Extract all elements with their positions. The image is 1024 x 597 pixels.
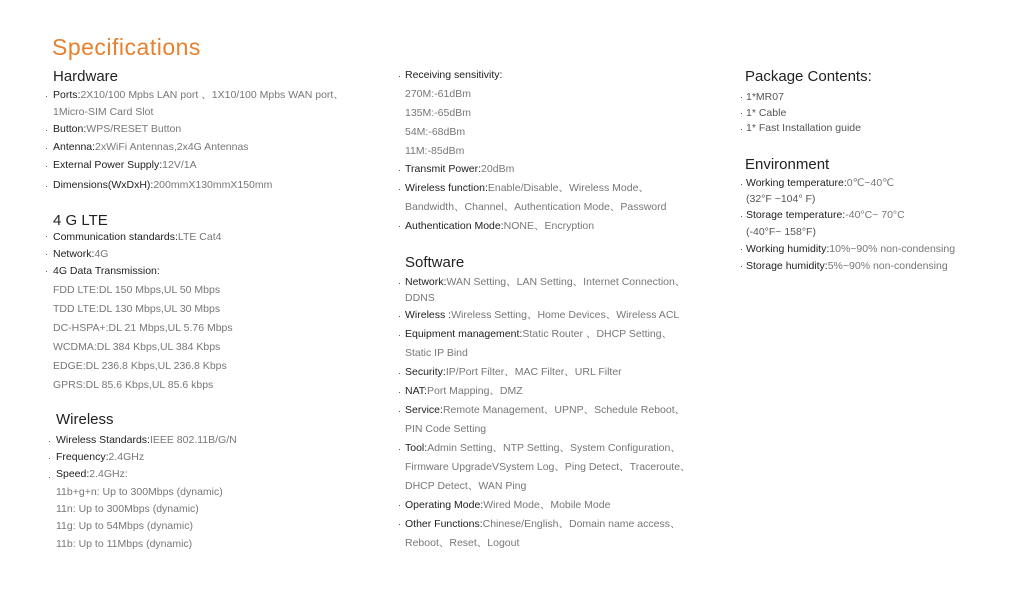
spec-speed: Speed:2.4GHz: xyxy=(56,468,128,480)
bullet-icon: · xyxy=(398,444,401,454)
package-item: 1* Fast Installation guide xyxy=(746,122,861,134)
spec-storage-temperature-cont: (-40°F~ 158°F) xyxy=(746,226,816,238)
environment-heading: Environment xyxy=(745,156,830,173)
bullet-icon: · xyxy=(398,184,401,194)
spec-wireless-function: Wireless function:Enable/Disable、Wireless Mode、 xyxy=(405,182,649,194)
bullet-icon: · xyxy=(740,179,743,189)
bullet-icon: · xyxy=(740,261,743,271)
spec-nat: NAT:Port Mapping、DMZ xyxy=(405,385,523,397)
bullet-icon: · xyxy=(45,125,48,135)
sensitivity-line: 135M:-65dBm xyxy=(405,107,471,119)
bullet-icon: · xyxy=(398,519,401,529)
spec-sw-network: Network:WAN Setting、LAN Setting、Internet Connection、 xyxy=(405,276,686,288)
bullet-icon: · xyxy=(45,231,48,241)
spec-working-humidity: Working humidity:10%~90% non-condensing xyxy=(746,243,956,255)
bullet-icon: · xyxy=(740,124,743,134)
speed-line: 11g: Up to 54Mbps (dynamic) xyxy=(56,520,193,532)
spec-service: Service:Remote Management、UPNP、Schedule Reboot、 xyxy=(405,404,686,416)
spec-frequency: Frequency:2.4GHz xyxy=(56,451,145,463)
bullet-icon: · xyxy=(48,436,51,446)
package-item: 1* Cable xyxy=(746,107,787,119)
lte-line: EDGE:DL 236.8 Kbps,UL 236.8 Kbps xyxy=(53,360,227,372)
lte-line: FDD LTE:DL 150 Mbps,UL 50 Mbps xyxy=(53,284,221,296)
bullet-icon: · xyxy=(398,387,401,397)
bullet-icon: · xyxy=(398,368,401,378)
spec-operating-mode: Operating Mode:Wired Mode、Mobile Mode xyxy=(405,499,611,511)
hardware-heading: Hardware xyxy=(53,68,119,85)
bullet-icon: · xyxy=(45,181,48,191)
spec-sw-wireless: Wireless :Wireless Setting、Home Devices、Wireless ACL xyxy=(405,309,680,321)
sensitivity-line: 270M:-61dBm xyxy=(405,88,471,100)
spec-service-cont: PIN Code Setting xyxy=(405,423,487,435)
spec-ports-cont: 1Micro-SIM Card Slot xyxy=(53,106,154,118)
speed-line: 11b+g+n: Up to 300Mbps (dynamic) xyxy=(56,486,223,498)
bullet-icon: · xyxy=(45,161,48,171)
spec-antenna: Antenna:2xWiFi Antennas,2x4G Antennas xyxy=(53,141,249,153)
bullet-icon: · xyxy=(740,92,743,102)
lte-line: GPRS:DL 85.6 Kbps,UL 85.6 kbps xyxy=(53,379,214,391)
speed-line: 11b: Up to 11Mbps (dynamic) xyxy=(56,538,193,550)
lte-line: DC-HSPA+:DL 21 Mbps,UL 5.76 Mbps xyxy=(53,322,233,334)
bullet-icon: · xyxy=(398,311,401,321)
bullet-icon: · xyxy=(398,330,401,340)
bullet-icon: · xyxy=(398,278,401,288)
bullet-icon: · xyxy=(45,91,48,101)
page-title: Specifications xyxy=(52,34,201,60)
spec-storage-temperature: Storage temperature:-40°C~ 70°C xyxy=(746,209,905,221)
spec-tool-cont: DHCP Detect、WAN Ping xyxy=(405,480,527,492)
spec-other-functions: Other Functions:Chinese/English、Domain name access、 xyxy=(405,518,681,530)
spec-network: Network:4G xyxy=(53,248,109,260)
speed-line: 11n: Up to 300Mbps (dynamic) xyxy=(56,503,199,515)
bullet-icon: · xyxy=(45,266,48,276)
bullet-icon: · xyxy=(48,453,51,463)
bullet-icon: · xyxy=(740,244,743,254)
lte-line: TDD LTE:DL 130 Mbps,UL 30 Mbps xyxy=(53,303,221,315)
spec-wireless-standards: Wireless Standards:IEEE 802.11B/G/N xyxy=(56,434,237,446)
spec-sw-network-cont: DDNS xyxy=(405,292,435,304)
wireless-heading: Wireless xyxy=(56,411,114,428)
sensitivity-line: 11M:-85dBm xyxy=(405,145,465,157)
bullet-icon: · xyxy=(740,211,743,221)
spec-equipment-cont: Static IP Bind xyxy=(405,347,468,359)
spec-button: Button:WPS/RESET Button xyxy=(53,123,182,135)
bullet-icon: · xyxy=(398,71,401,81)
bullet-icon: · xyxy=(398,165,401,175)
package-item: 1*MR07 xyxy=(746,91,784,103)
bullet-icon: · xyxy=(398,406,401,416)
bullet-icon: · xyxy=(45,143,48,153)
spec-working-temperature-cont: (32°F ~104° F) xyxy=(746,193,816,205)
spec-working-temperature: Working temperature:0℃~40℃ xyxy=(746,177,895,189)
spec-ports: Ports:2X10/100 Mpbs LAN port 、1X10/100 Mpbs WAN port、 xyxy=(53,89,344,101)
spec-sensitivity: Receiving sensitivity: xyxy=(405,69,503,81)
bullet-icon: · xyxy=(398,221,401,231)
software-heading: Software xyxy=(405,254,465,271)
lte-line: WCDMA:DL 384 Kbps,UL 384 Kbps xyxy=(53,341,221,353)
package-heading: Package Contents: xyxy=(745,68,872,85)
sensitivity-line: 54M:-68dBm xyxy=(405,126,466,138)
spec-equipment: Equipment management:Static Router 、DHCP Setting、 xyxy=(405,328,673,340)
spec-other-functions-cont: Reboot、Reset、Logout xyxy=(405,537,520,549)
spec-dimensions: Dimensions(WxDxH):200mmX130mmX150mm xyxy=(53,179,273,191)
spec-data-transmission: 4G Data Transmission: xyxy=(53,265,160,277)
spec-wireless-function-cont: Bandwidth、Channel、Authentication Mode、Password xyxy=(405,201,667,213)
bullet-icon: · xyxy=(48,472,51,482)
bullet-icon: · xyxy=(398,500,401,510)
spec-authentication: Authentication Mode:NONE、Encryption xyxy=(405,220,595,232)
spec-storage-humidity: Storage humidity:5%~90% non-condensing xyxy=(746,260,948,272)
spec-security: Security:IP/Port Filter、MAC Filter、URL Filter xyxy=(405,366,622,378)
bullet-icon: · xyxy=(45,249,48,259)
spec-tool: Tool:Admin Setting、NTP Setting、System Configuration、 xyxy=(405,442,681,454)
spec-comm-standards: Communication standards:LTE Cat4 xyxy=(53,231,222,243)
lte-heading: 4 G LTE xyxy=(53,212,108,229)
spec-power: External Power Supply:12V/1A xyxy=(53,159,197,171)
bullet-icon: · xyxy=(740,108,743,118)
spec-transmit-power: Transmit Power:20dBm xyxy=(405,163,515,175)
spec-tool-cont: Firmware UpgradeVSystem Log、Ping Detect、Traceroute、 xyxy=(405,461,691,473)
